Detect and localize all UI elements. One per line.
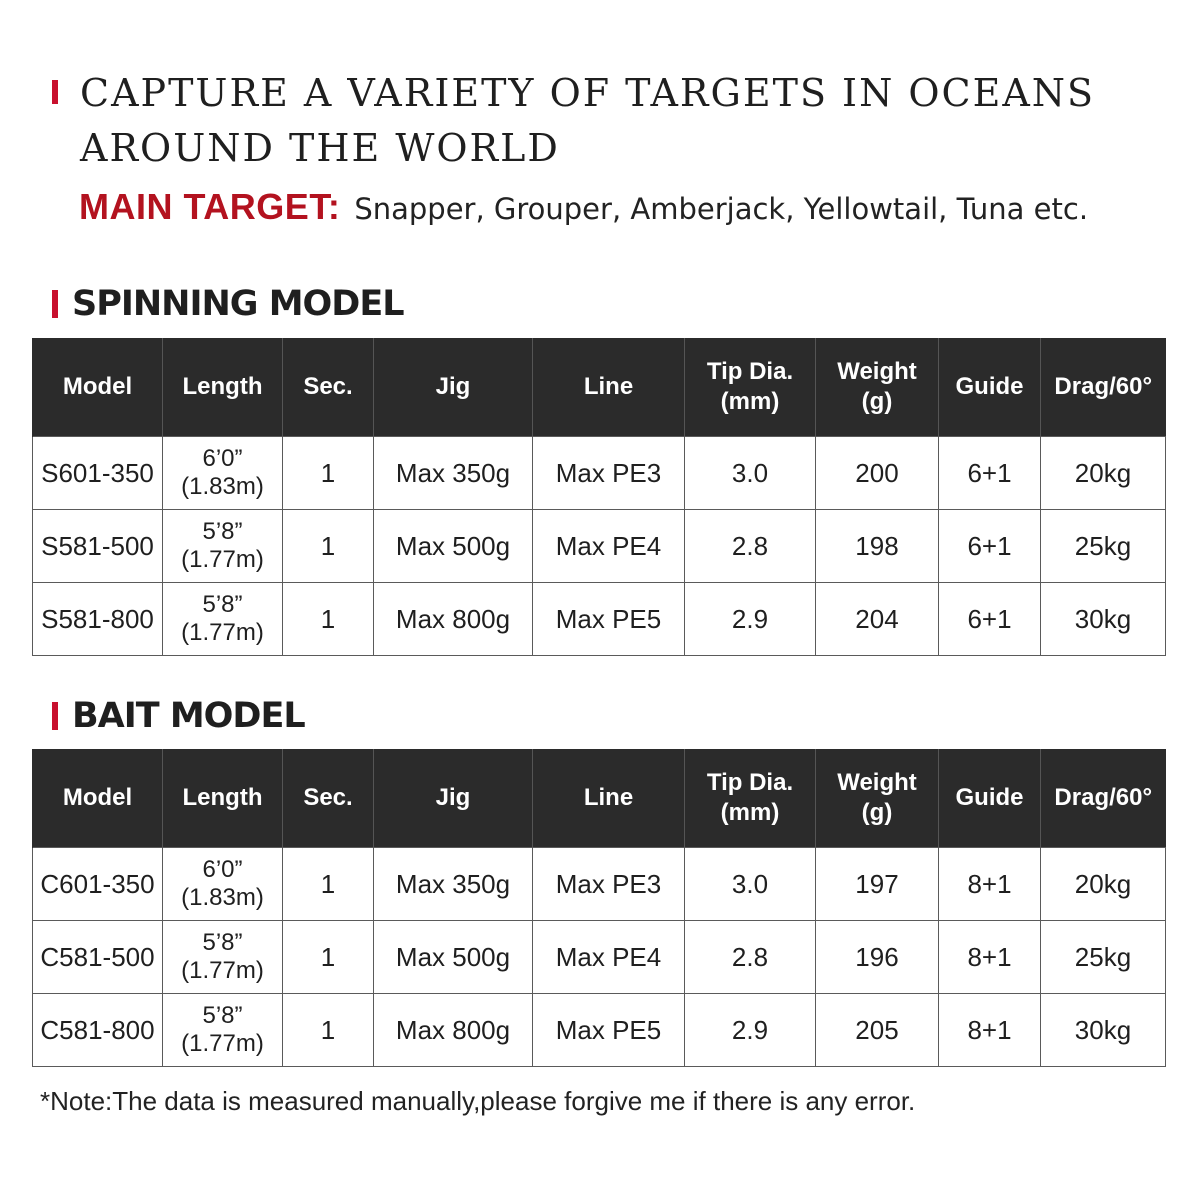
drag-cell: 30kg <box>1041 583 1166 656</box>
spinning-spec-table <box>32 338 1166 656</box>
drag-cell: 20kg <box>1041 848 1166 921</box>
column-header: Tip Dia. (mm) <box>685 338 816 437</box>
length-cell: 5’8” (1.77m) <box>163 921 283 994</box>
jig-cell: Max 350g <box>374 848 533 921</box>
column-header: Sec. <box>283 338 374 437</box>
bait-spec-table <box>32 749 1166 1067</box>
column-header: Jig <box>374 749 533 848</box>
model-cell: S581-800 <box>33 583 163 656</box>
weight-cell: 197 <box>816 848 939 921</box>
jig-cell: Max 350g <box>374 437 533 510</box>
headline-accent-bar <box>52 80 58 104</box>
drag-cell: 30kg <box>1041 994 1166 1067</box>
tip-diameter-cell: 2.9 <box>685 583 816 656</box>
drag-cell: 20kg <box>1041 437 1166 510</box>
column-header: Guide <box>939 749 1041 848</box>
length-cell: 5’8” (1.77m) <box>163 510 283 583</box>
bait-accent-bar <box>52 702 58 730</box>
column-header: Length <box>163 338 283 437</box>
model-cell: S581-500 <box>33 510 163 583</box>
main-target-line <box>79 186 1088 228</box>
line-cell: Max PE3 <box>533 437 685 510</box>
table-header-row <box>33 749 1166 848</box>
weight-cell: 198 <box>816 510 939 583</box>
bait-table-body <box>33 848 1166 1067</box>
tip-diameter-cell: 2.8 <box>685 921 816 994</box>
table-row <box>33 510 1166 583</box>
spinning-accent-bar <box>52 290 58 318</box>
column-header: Sec. <box>283 749 374 848</box>
line-cell: Max PE5 <box>533 583 685 656</box>
column-header: Jig <box>374 338 533 437</box>
guide-cell: 8+1 <box>939 994 1041 1067</box>
model-cell: C581-800 <box>33 994 163 1067</box>
spinning-table-body <box>33 437 1166 656</box>
column-header: Drag/60° <box>1041 338 1166 437</box>
column-header: Guide <box>939 338 1041 437</box>
main-target-text: Snapper, Grouper, Amberjack, Yellowtail, Tuna etc. <box>354 192 1089 226</box>
model-cell: C581-500 <box>33 921 163 994</box>
line-cell: Max PE4 <box>533 510 685 583</box>
sections-cell: 1 <box>283 994 374 1067</box>
column-header: Weight (g) <box>816 338 939 437</box>
jig-cell: Max 500g <box>374 510 533 583</box>
guide-cell: 6+1 <box>939 510 1041 583</box>
bait-section-title: BAIT MODEL <box>72 696 305 736</box>
weight-cell: 205 <box>816 994 939 1067</box>
headline: CAPTURE A VARIETY OF TARGETS IN OCEANS AROUND THE WORLD <box>80 71 1096 170</box>
guide-cell: 6+1 <box>939 583 1041 656</box>
weight-cell: 200 <box>816 437 939 510</box>
table-row <box>33 583 1166 656</box>
length-cell: 6’0” (1.83m) <box>163 848 283 921</box>
jig-cell: Max 800g <box>374 994 533 1067</box>
sections-cell: 1 <box>283 583 374 656</box>
weight-cell: 196 <box>816 921 939 994</box>
footnote: *Note:The data is measured manually,please forgive me if there is any error. <box>40 1086 916 1116</box>
length-cell: 6’0” (1.83m) <box>163 437 283 510</box>
jig-cell: Max 500g <box>374 921 533 994</box>
column-header: Line <box>533 338 685 437</box>
line-cell: Max PE4 <box>533 921 685 994</box>
main-target-label: MAIN TARGET: <box>79 186 341 227</box>
spinning-section-title: SPINNING MODEL <box>72 284 404 324</box>
table-row <box>33 437 1166 510</box>
column-header: Drag/60° <box>1041 749 1166 848</box>
sections-cell: 1 <box>283 437 374 510</box>
tip-diameter-cell: 2.9 <box>685 994 816 1067</box>
line-cell: Max PE5 <box>533 994 685 1067</box>
table-row <box>33 921 1166 994</box>
guide-cell: 6+1 <box>939 437 1041 510</box>
column-header: Tip Dia. (mm) <box>685 749 816 848</box>
tip-diameter-cell: 3.0 <box>685 437 816 510</box>
table-row <box>33 848 1166 921</box>
sections-cell: 1 <box>283 921 374 994</box>
column-header: Line <box>533 749 685 848</box>
guide-cell: 8+1 <box>939 921 1041 994</box>
sections-cell: 1 <box>283 848 374 921</box>
tip-diameter-cell: 2.8 <box>685 510 816 583</box>
table-header-row <box>33 338 1166 437</box>
column-header: Model <box>33 749 163 848</box>
tip-diameter-cell: 3.0 <box>685 848 816 921</box>
guide-cell: 8+1 <box>939 848 1041 921</box>
drag-cell: 25kg <box>1041 921 1166 994</box>
column-header: Weight (g) <box>816 749 939 848</box>
table-row <box>33 994 1166 1067</box>
length-cell: 5’8” (1.77m) <box>163 994 283 1067</box>
column-header: Length <box>163 749 283 848</box>
sections-cell: 1 <box>283 510 374 583</box>
model-cell: C601-350 <box>33 848 163 921</box>
weight-cell: 204 <box>816 583 939 656</box>
line-cell: Max PE3 <box>533 848 685 921</box>
model-cell: S601-350 <box>33 437 163 510</box>
column-header: Model <box>33 338 163 437</box>
drag-cell: 25kg <box>1041 510 1166 583</box>
jig-cell: Max 800g <box>374 583 533 656</box>
length-cell: 5’8” (1.77m) <box>163 583 283 656</box>
